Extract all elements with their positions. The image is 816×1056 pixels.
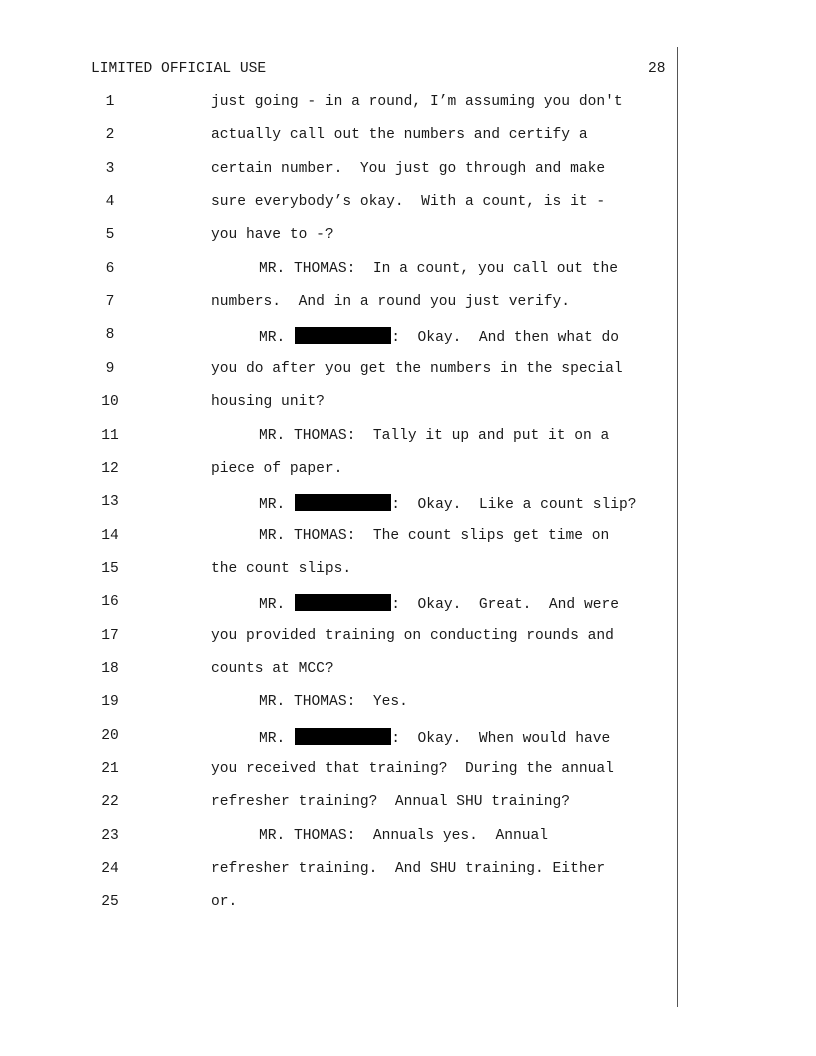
line-number: 5 bbox=[105, 227, 115, 244]
transcript-line bbox=[0, 227, 680, 249]
line-number: 20 bbox=[101, 727, 119, 744]
line-text: housing unit? bbox=[211, 394, 325, 411]
speaker-label: MR. bbox=[259, 597, 286, 614]
line-text-remainder: : Okay. Great. And were bbox=[391, 597, 619, 614]
line-text: you received that training? During the annual bbox=[211, 761, 614, 777]
transcript-line bbox=[0, 394, 680, 416]
line-text: you have to -? bbox=[211, 227, 334, 244]
line-number: 7 bbox=[105, 294, 115, 311]
redaction-box bbox=[295, 327, 391, 344]
transcript-line bbox=[0, 461, 680, 483]
speaker-label: MR. bbox=[259, 497, 286, 514]
line-text: certain number. You just go through and make bbox=[211, 160, 606, 177]
line-number: 13 bbox=[101, 494, 119, 511]
line-text: actually call out the numbers and certify a bbox=[211, 127, 588, 144]
line-number: 24 bbox=[101, 861, 119, 878]
line-number: 1 bbox=[105, 94, 115, 110]
transcript-line bbox=[0, 661, 680, 683]
transcript-line bbox=[0, 327, 680, 349]
transcript-line bbox=[0, 728, 680, 750]
line-number: 14 bbox=[101, 527, 119, 544]
speaker-label: MR. bbox=[259, 730, 286, 747]
line-number: 2 bbox=[105, 127, 115, 144]
line-number: 10 bbox=[101, 394, 119, 411]
line-text: you do after you get the numbers in the special bbox=[211, 360, 623, 377]
line-text: MR. THOMAS: Annuals yes. Annual bbox=[259, 827, 549, 844]
line-number: 23 bbox=[101, 827, 119, 844]
transcript-line bbox=[0, 194, 680, 216]
line-number: 17 bbox=[101, 627, 119, 644]
transcript-line bbox=[0, 94, 680, 116]
transcript-line bbox=[0, 861, 680, 883]
line-number: 11 bbox=[101, 427, 119, 444]
line-number: 21 bbox=[101, 761, 119, 777]
transcript-line bbox=[0, 694, 680, 716]
transcript-line bbox=[0, 294, 680, 316]
redaction-box bbox=[295, 494, 391, 511]
line-text: MR. THOMAS: Tally it up and put it on a bbox=[259, 427, 610, 444]
line-text: piece of paper. bbox=[211, 460, 343, 477]
line-text-remainder: : Okay. When would have bbox=[391, 730, 611, 747]
line-text bbox=[259, 494, 637, 513]
classification-header: LIMITED OFFICIAL USE bbox=[91, 61, 267, 77]
transcript-line bbox=[0, 794, 680, 816]
line-number: 15 bbox=[101, 560, 119, 577]
transcript-line bbox=[0, 894, 680, 916]
line-text-remainder: : Okay. And then what do bbox=[391, 330, 619, 347]
transcript-line bbox=[0, 361, 680, 383]
line-number: 18 bbox=[101, 660, 119, 677]
transcript-line bbox=[0, 261, 680, 283]
line-text: numbers. And in a round you just verify. bbox=[211, 294, 571, 311]
line-text: the count slips. bbox=[211, 560, 352, 577]
line-number: 4 bbox=[105, 194, 115, 211]
line-text bbox=[259, 728, 610, 747]
line-number: 25 bbox=[101, 894, 119, 911]
transcript-line bbox=[0, 127, 680, 149]
transcript-line bbox=[0, 628, 680, 650]
line-number: 9 bbox=[105, 360, 115, 377]
line-number: 3 bbox=[105, 160, 115, 177]
line-text bbox=[259, 327, 619, 346]
line-text-remainder: : Okay. Like a count slip? bbox=[391, 497, 637, 514]
line-number: 12 bbox=[101, 460, 119, 477]
transcript-line bbox=[0, 528, 680, 550]
line-text: refresher training. And SHU training. Either bbox=[211, 861, 606, 878]
transcript-line bbox=[0, 494, 680, 516]
transcript-line bbox=[0, 761, 680, 783]
line-text: MR. THOMAS: Yes. bbox=[259, 694, 408, 711]
line-text: you provided training on conducting rounds and bbox=[211, 627, 614, 644]
line-number: 16 bbox=[101, 594, 119, 611]
line-text bbox=[259, 594, 619, 613]
speaker-label: MR. bbox=[259, 330, 286, 347]
line-number: 6 bbox=[105, 260, 115, 277]
transcript-line bbox=[0, 161, 680, 183]
page-number: 28 bbox=[648, 61, 666, 77]
line-text: MR. THOMAS: In a count, you call out the bbox=[259, 260, 619, 277]
line-number: 22 bbox=[101, 794, 119, 811]
line-text: sure everybody’s okay. With a count, is it - bbox=[211, 194, 606, 211]
line-text: MR. THOMAS: The count slips get time on bbox=[259, 527, 610, 544]
redaction-box bbox=[295, 594, 391, 611]
transcript-line bbox=[0, 561, 680, 583]
line-number: 19 bbox=[101, 694, 119, 711]
line-text: or. bbox=[211, 894, 238, 911]
line-number: 8 bbox=[105, 327, 115, 344]
redaction-box bbox=[295, 728, 391, 745]
transcript-line bbox=[0, 828, 680, 850]
line-text: counts at MCC? bbox=[211, 660, 334, 677]
line-text: refresher training? Annual SHU training? bbox=[211, 794, 571, 811]
transcript-line bbox=[0, 594, 680, 616]
line-text: just going - in a round, I’m assuming you don't bbox=[211, 94, 623, 110]
transcript-line bbox=[0, 428, 680, 450]
